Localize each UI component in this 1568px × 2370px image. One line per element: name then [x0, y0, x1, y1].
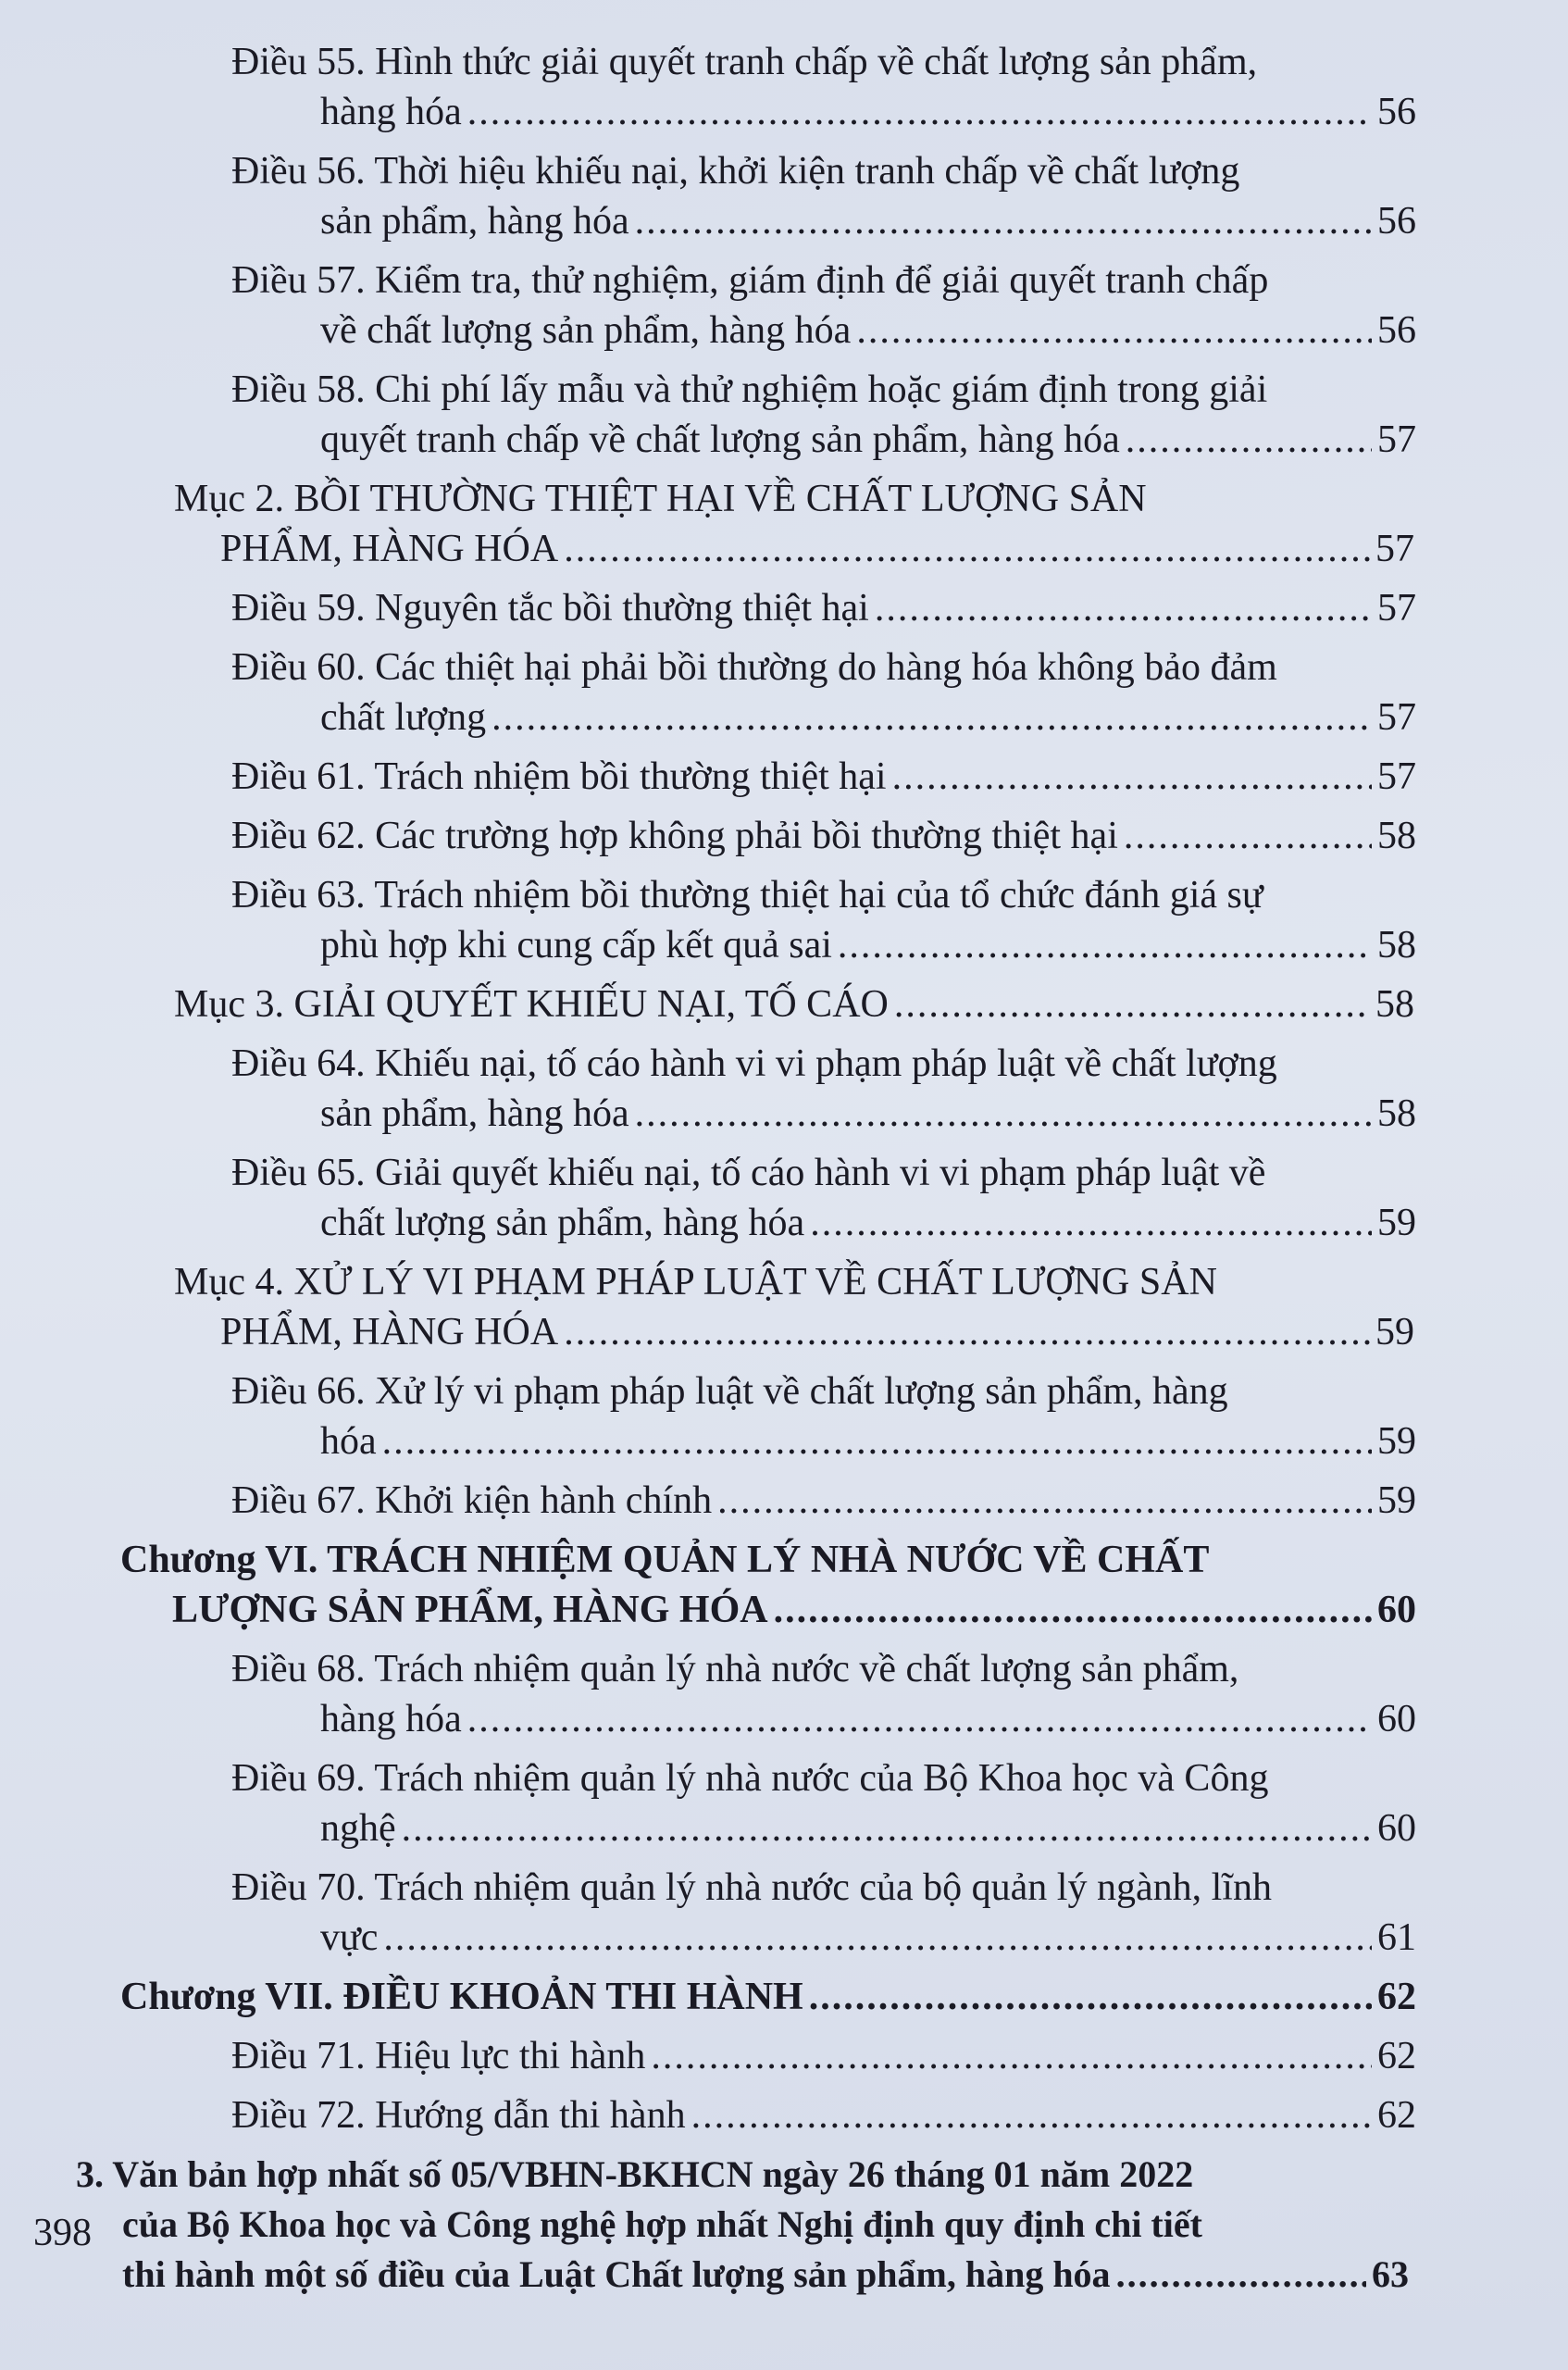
toc-page-ref: 57: [1377, 696, 1416, 739]
toc-entry-art: [0, 1644, 1416, 1744]
toc-entry-title-line: Chương VII. ĐIỀU KHOẢN THI HÀNH: [120, 1976, 803, 2018]
entry-spacer: [0, 1744, 1568, 1753]
toc-entry-title-line: PHẨM, HÀNG HÓA: [220, 1311, 559, 1353]
toc-entry-last-line: [174, 524, 1414, 574]
toc-entry-art: [0, 811, 1416, 861]
toc-entry-art: [0, 1476, 1416, 1526]
toc-page-ref: 57: [1377, 418, 1416, 461]
toc-page-ref: 57: [1375, 528, 1414, 570]
entry-spacer: [0, 246, 1568, 256]
toc-entry-title-line: Điều 60. Các thiệt hại phải bồi thường do hàng hóa không bảo đảm: [231, 646, 1277, 689]
toc-page-ref: 60: [1377, 1698, 1416, 1740]
toc-entry-sec: [0, 474, 1414, 574]
toc-page-ref: 61: [1377, 1916, 1416, 1959]
toc-entry-art: [0, 1863, 1416, 1963]
toc-entry-title-line: quyết tranh chấp về chất lượng sản phẩm, hàng hóa: [320, 418, 1120, 461]
toc-entry-title-line: vực: [320, 1916, 379, 1959]
dot-leader: [691, 2090, 1372, 2140]
toc-entry-title-line: hóa: [320, 1420, 377, 1463]
toc-entry-last-line: [231, 811, 1416, 861]
toc-entry-title-line: Điều 55. Hình thức giải quyết tranh chấp về chất lượng sản phẩm,: [231, 41, 1258, 83]
toc-entry-title-line: PHẨM, HÀNG HÓA: [220, 528, 559, 570]
toc-entry-last-line: [231, 196, 1416, 246]
toc-entry-title-line: Điều 65. Giải quyết khiếu nại, tố cáo hành vi vi phạm pháp luật về: [231, 1152, 1266, 1194]
toc-entry-title-line: Điều 56. Thời hiệu khiếu nại, khởi kiện tranh chấp về chất lượng: [231, 150, 1240, 193]
toc-entry-title-line: LƯỢNG SẢN PHẨM, HÀNG HÓA: [172, 1589, 768, 1631]
toc-entry-title-line: của Bộ Khoa học và Công nghệ hợp nhất Nghị định quy định chi tiết: [122, 2203, 1202, 2245]
toc-entry-title-line: Điều 59. Nguyên tắc bồi thường thiệt hại: [231, 587, 869, 630]
entry-spacer: [0, 2300, 1568, 2309]
toc-entry-last-line: [231, 1694, 1416, 1744]
toc-page-ref: 60: [1377, 1807, 1416, 1850]
toc-entry-last-line: [231, 692, 1416, 742]
entry-spacer: [0, 2022, 1568, 2031]
toc-entry-title-line: Chương VI. TRÁCH NHIỆM QUẢN LÝ NHÀ NƯỚC VỀ CHẤT: [120, 1539, 1210, 1581]
toc-entry-art: [0, 1366, 1416, 1466]
toc-entry-last-line: [76, 2250, 1409, 2300]
dot-leader: [774, 1585, 1372, 1635]
toc-entry-last-line: [231, 2031, 1416, 2081]
toc-entry-last-line: [174, 1307, 1414, 1357]
toc-entry-art: [0, 752, 1416, 802]
toc-entry-art: [0, 1148, 1416, 1248]
toc-entry-last-line: [231, 306, 1416, 356]
toc-entry-title-line: Mục 4. XỬ LÝ VI PHẠM PHÁP LUẬT VỀ CHẤT LƯỢNG SẢN: [174, 1261, 1217, 1304]
toc-entry-title-line: hàng hóa: [320, 91, 462, 133]
toc-entry-art: [0, 37, 1416, 137]
dot-leader: [564, 1307, 1370, 1357]
toc-entry-title-line: sản phẩm, hàng hóa: [320, 200, 629, 243]
toc-entry-title-line: Điều 61. Trách nhiệm bồi thường thiệt hại: [231, 755, 887, 798]
toc-entry-title-line: Điều 68. Trách nhiệm quản lý nhà nước về chất lượng sản phẩm,: [231, 1648, 1239, 1690]
toc-entry-title-line: thi hành một số điều của Luật Chất lượng sản phẩm, hàng hóa: [122, 2253, 1111, 2295]
dot-leader: [635, 1089, 1372, 1139]
entry-spacer: [0, 861, 1568, 870]
entry-spacer: [0, 633, 1568, 642]
toc-entry-title-line: Mục 3. GIẢI QUYẾT KHIẾU NẠI, TỐ CÁO: [174, 983, 889, 1026]
toc-entry-last-line: [231, 1089, 1416, 1139]
toc-entry-title-line: hàng hóa: [320, 1698, 462, 1740]
entry-spacer: [0, 1526, 1568, 1535]
entry-spacer: [0, 742, 1568, 752]
dot-leader: [1116, 2250, 1366, 2300]
entry-spacer: [0, 137, 1568, 146]
toc-entry-last-line: [231, 1803, 1416, 1853]
dot-leader: [382, 1416, 1372, 1466]
toc-entry-title-line: Điều 72. Hướng dẫn thi hành: [231, 2094, 686, 2137]
toc-page-ref: 57: [1377, 755, 1416, 798]
toc-entry-title-line: Điều 67. Khởi kiện hành chính: [231, 1479, 713, 1522]
toc-page-ref: 62: [1377, 1976, 1416, 2018]
entry-spacer: [0, 2140, 1568, 2150]
toc-entry-art: [0, 256, 1416, 356]
toc-page-ref: 60: [1377, 1589, 1416, 1631]
entry-spacer: [0, 465, 1568, 474]
toc-page-ref: 56: [1377, 91, 1416, 133]
toc-entry-last-line: [231, 920, 1416, 970]
dot-leader: [564, 524, 1370, 574]
entry-spacer: [0, 574, 1568, 583]
toc-entry-sec: [0, 979, 1414, 1029]
toc-entry-last-line: [231, 415, 1416, 465]
dot-leader: [383, 1913, 1372, 1963]
dot-leader: [1124, 811, 1372, 861]
dot-leader: [838, 920, 1372, 970]
toc-entry-art: [0, 1753, 1416, 1853]
toc-page-ref: 58: [1377, 815, 1416, 857]
toc-page-ref: 56: [1377, 309, 1416, 352]
toc-entry-title-line: Điều 57. Kiểm tra, thử nghiệm, giám định để giải quyết tranh chấp: [231, 259, 1269, 302]
toc-entry-last-line: [231, 87, 1416, 137]
toc-page-ref: 58: [1377, 1092, 1416, 1135]
toc-entry-title-line: Điều 71. Hiệu lực thi hành: [231, 2035, 646, 2077]
toc-entry-last-line: [120, 1972, 1416, 2022]
toc-page-ref: 59: [1377, 1202, 1416, 1244]
entry-spacer: [0, 802, 1568, 811]
toc-entry-art: [0, 365, 1416, 465]
toc-entry-title-line: Điều 64. Khiếu nại, tố cáo hành vi vi phạm pháp luật về chất lượng: [231, 1042, 1277, 1085]
toc-entry-title-line: nghệ: [320, 1807, 396, 1850]
toc-entry-ch: [0, 1972, 1416, 2022]
toc-page-ref: 56: [1377, 200, 1416, 243]
entry-spacer: [0, 1248, 1568, 1257]
toc-entry-last-line: [231, 2090, 1416, 2140]
toc-entry-doc: [0, 2150, 1409, 2300]
toc-entry-art: [0, 2090, 1416, 2140]
table-of-contents: [0, 37, 1568, 2309]
entry-spacer: [0, 1466, 1568, 1476]
toc-entry-last-line: [231, 752, 1416, 802]
entry-spacer: [0, 1029, 1568, 1039]
toc-entry-art: [0, 583, 1416, 633]
toc-entry-last-line: [231, 583, 1416, 633]
toc-entry-title-line: Điều 70. Trách nhiệm quản lý nhà nước của bộ quản lý ngành, lĩnh: [231, 1866, 1272, 1909]
toc-entry-title-line: Điều 58. Chi phí lấy mẫu và thử nghiệm hoặc giám định trong giải: [231, 368, 1268, 411]
toc-entry-last-line: [120, 1585, 1416, 1635]
entry-spacer: [0, 1963, 1568, 1972]
toc-entry-last-line: [174, 979, 1414, 1029]
entry-spacer: [0, 1357, 1568, 1366]
toc-entry-art: [0, 1039, 1416, 1139]
toc-entry-title-line: phù hợp khi cung cấp kết quả sai: [320, 924, 832, 967]
toc-page-ref: 59: [1377, 1420, 1416, 1463]
toc-page-ref: 63: [1372, 2253, 1409, 2295]
dot-leader: [651, 2031, 1372, 2081]
entry-spacer: [0, 356, 1568, 365]
toc-page-ref: 62: [1377, 2035, 1416, 2077]
toc-entry-title-line: Điều 66. Xử lý vi phạm pháp luật về chất lượng sản phẩm, hàng: [231, 1370, 1228, 1413]
toc-entry-last-line: [231, 1416, 1416, 1466]
dot-leader: [402, 1803, 1372, 1853]
toc-page-ref: 58: [1375, 983, 1414, 1026]
toc-entry-last-line: [231, 1913, 1416, 1963]
toc-entry-sec: [0, 1257, 1414, 1357]
dot-leader: [492, 692, 1372, 742]
entry-spacer: [0, 1635, 1568, 1644]
dot-leader: [810, 1198, 1372, 1248]
toc-entry-title-line: Điều 62. Các trường hợp không phải bồi thường thiệt hại: [231, 815, 1118, 857]
toc-page-ref: 59: [1375, 1311, 1414, 1353]
toc-page-ref: 58: [1377, 924, 1416, 967]
toc-entry-title-line: chất lượng: [320, 696, 487, 739]
dot-leader: [467, 1694, 1372, 1744]
toc-entry-last-line: [231, 1198, 1416, 1248]
toc-entry-title-line: Điều 63. Trách nhiệm bồi thường thiệt hại của tổ chức đánh giá sự: [231, 874, 1263, 917]
dot-leader: [892, 752, 1372, 802]
toc-entry-art: [0, 870, 1416, 970]
toc-page-ref: 62: [1377, 2094, 1416, 2137]
toc-entry-ch: [0, 1535, 1416, 1635]
toc-entry-last-line: [231, 1476, 1416, 1526]
dot-leader: [1126, 415, 1372, 465]
entry-spacer: [0, 2081, 1568, 2090]
toc-entry-title-line: 3. Văn bản hợp nhất số 05/VBHN-BKHCN ngày 26 tháng 01 năm 2022: [76, 2153, 1194, 2195]
toc-page-ref: 57: [1377, 587, 1416, 630]
entry-spacer: [0, 970, 1568, 979]
toc-entry-title-line: sản phẩm, hàng hóa: [320, 1092, 629, 1135]
dot-leader: [809, 1972, 1372, 2022]
dot-leader: [717, 1476, 1372, 1526]
dot-leader: [856, 306, 1372, 356]
dot-leader: [467, 87, 1372, 137]
toc-entry-title-line: Mục 2. BỒI THƯỜNG THIỆT HẠI VỀ CHẤT LƯỢNG SẢN: [174, 478, 1147, 520]
toc-entry-title-line: chất lượng sản phẩm, hàng hóa: [320, 1202, 805, 1244]
toc-page-ref: 59: [1377, 1479, 1416, 1522]
toc-entry-art: [0, 642, 1416, 742]
toc-entry-title-line: Điều 69. Trách nhiệm quản lý nhà nước của Bộ Khoa học và Công: [231, 1757, 1269, 1800]
entry-spacer: [0, 1139, 1568, 1148]
toc-entry-title-line: về chất lượng sản phẩm, hàng hóa: [320, 309, 852, 352]
page-number: 398: [33, 2212, 92, 2254]
entry-spacer: [0, 1853, 1568, 1863]
dot-leader: [875, 583, 1372, 633]
dot-leader: [894, 979, 1370, 1029]
toc-entry-art: [0, 2031, 1416, 2081]
dot-leader: [635, 196, 1372, 246]
toc-entry-art: [0, 146, 1416, 246]
